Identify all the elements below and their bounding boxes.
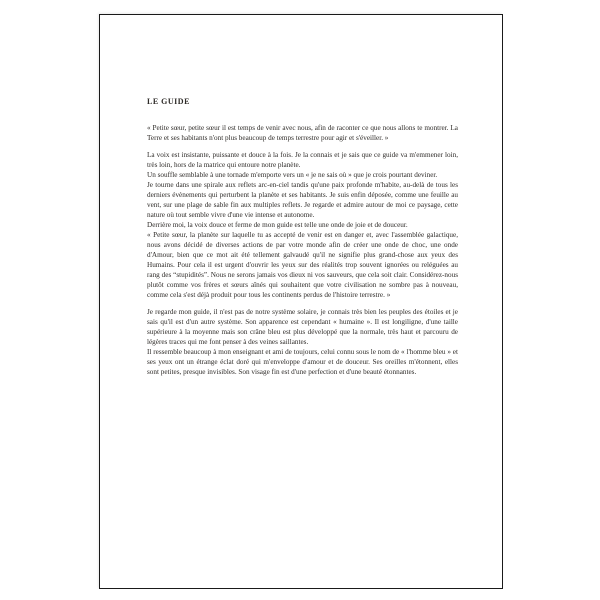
- paragraph: « Petite sœur, petite sœur il est temps de venir avec nous, afin de raconter ce que nous allons te montrer. La Terre et ses habitants n'ont plus beaucoup de temps terrestre pour agir et s'éveiller. »: [147, 124, 458, 142]
- paragraph-group-guide-description: [147, 307, 458, 377]
- paragraph-group-journey: [147, 150, 458, 300]
- paragraph: « Petite sœur, la planète sur laquelle tu as accepté de venir est en danger et, avec l'assemblée galactique, nous avons décidé de diverses actions de par votre monde afin de créer une onde de choc, une onde d'Amour, bien que ce mot ait été tellement galvaudé qu'il ne signifie plus grand-chose aux yeux des Humains. Pour cela il est urgent d'ouvrir les yeux sur des réalités trop souvent ignorées ou reléguées au rang des “stupidités”. Nous ne serons jamais vos dieux ni vos sauveurs, que cela soit clair. Considérez-nous plutôt comme vos frères et sœurs aînés qui souhaitent que votre civilisation ne sombre pas à nouveau, comme cela s'est déjà produit pour tous les continents perdus de l'histoire terrestre. »: [147, 231, 458, 299]
- paragraph: Je regarde mon guide, il n'est pas de notre système solaire, je connais très bien les peuples des étoiles et je sais qu'il est d'un autre système. Son apparence est cependant « humaine ». Il est longiligne, d'une taille supérieure à la moyenne mais son crâne bleu est plus développé que la normale, très haut et parcouru de légères traces qui me font penser à des veines saillantes.: [147, 308, 458, 346]
- paragraph: Un souffle semblable à une tornade m'emporte vers un « je ne sais où » que je crois pourtant deviner.: [147, 171, 438, 179]
- paragraph: Il ressemble beaucoup à mon enseignant et ami de toujours, celui connu sous le nom de « l'homme bleu » et ses yeux ont un étrange éclat doré qui m'enveloppe d'amour et de douceur. Ses oreilles m'étonnent, elles sont petites, presque invisibles. Son visage fin est d'une perfection et d'une beauté étonnantes.: [147, 348, 458, 376]
- page-content: [147, 97, 458, 377]
- document-page: [99, 14, 503, 589]
- paragraph: Je tourne dans une spirale aux reflets arc-en-ciel tandis qu'une paix profonde m'habite, au-delà de tous les derniers évènements qui perturbent la planète et ses habitants. Je suis enfin déposée, comme une feuille au vent, sur une plage de sable fin aux multiples reflets. Je regarde et admire autour de moi ce paysage, cette nature où tout semble vivre d'une vie intense et autonome.: [147, 181, 458, 219]
- paragraph-group-opening-quote: [147, 123, 458, 143]
- paragraph: La voix est insistante, puissante et douce à la fois. Je la connais et je sais que ce guide va m'emmener loin, très loin, hors de la matrice qui entoure notre planète.: [147, 151, 458, 169]
- paragraph: Derrière moi, la voix douce et ferme de mon guide est telle une onde de joie et de douceur.: [147, 221, 408, 229]
- page-title: LE GUIDE: [147, 97, 190, 106]
